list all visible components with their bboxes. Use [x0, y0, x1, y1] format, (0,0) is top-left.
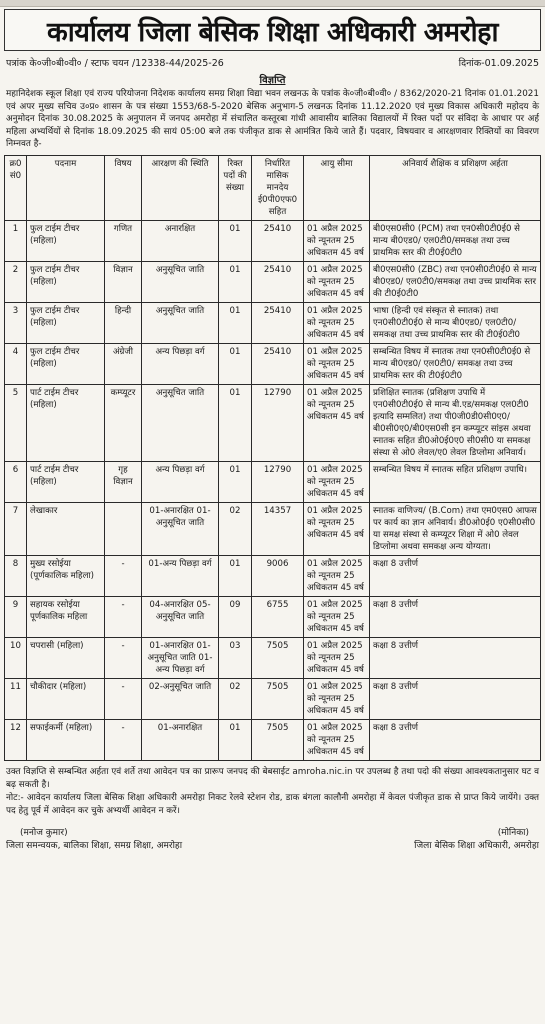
cell-qualification: भाषा (हिन्दी एवं संस्कृत से स्नातक) तथा एन0सी0टी0ई0 से मान्य बी0एड0/ एल0टी0/ समकक्ष तथा उच्च प्राथमिक स्तर की टी0ई0टी0 [370, 302, 541, 343]
cell-subject: - [105, 555, 142, 596]
table-row [5, 596, 541, 637]
cell-honorarium: 12790 [252, 384, 304, 461]
signatory-bsa-designation: जिला बेसिक शिक्षा अधिकारी, अमरोहा [414, 841, 539, 852]
cell-vacancy-count: 01 [219, 461, 252, 502]
table-row [5, 302, 541, 343]
cell-post: सफाईकर्मी (महिला) [27, 719, 105, 760]
signature-block [6, 827, 539, 853]
header-subject: विषय [105, 155, 142, 220]
cell-qualification: बी0एस0सी0 (ZBC) तथा एन0सी0टी0ई0 से मान्य बी0एड0/ एल0टी0/समकक्ष तथा उच्च प्राथमिक स्तर की टी0ई0टी0 [370, 261, 541, 302]
table-row [5, 261, 541, 302]
cell-serial: 9 [5, 596, 27, 637]
header-qualification: अनिवार्य शैक्षिक व प्रशिक्षण अर्हता [370, 155, 541, 220]
cell-serial: 3 [5, 302, 27, 343]
cell-honorarium: 7505 [252, 678, 304, 719]
cell-honorarium: 7505 [252, 637, 304, 678]
table-row [5, 343, 541, 384]
cell-age-limit: 01 अप्रैल 2025 को न्यूनतम 25 अधिकतम 45 वर्ष [304, 343, 370, 384]
header-vacancy-count: रिक्त पदों की संख्या [219, 155, 252, 220]
cell-age-limit: 01 अप्रैल 2025 को न्यूनतम 25 अधिकतम 45 वर्ष [304, 302, 370, 343]
cell-vacancy-count: 02 [219, 678, 252, 719]
cell-vacancy-count: 01 [219, 719, 252, 760]
header-honorarium: निर्धारित मासिक मानदेय ई0पी0एफ0 सहित [252, 155, 304, 220]
cell-age-limit: 01 अप्रैल 2025 को न्यूनतम 25 अधिकतम 45 वर्ष [304, 384, 370, 461]
table-row [5, 220, 541, 261]
cell-reservation: अनारक्षित [142, 220, 219, 261]
cell-age-limit: 01 अप्रैल 2025 को न्यूनतम 25 अधिकतम 45 वर्ष [304, 220, 370, 261]
cell-age-limit: 01 अप्रैल 2025 को न्यूनतम 25 अधिकतम 45 वर्ष [304, 637, 370, 678]
cell-vacancy-count: 01 [219, 555, 252, 596]
table-row [5, 555, 541, 596]
table-row [5, 384, 541, 461]
cell-subject: गृह विज्ञान [105, 461, 142, 502]
cell-qualification: सम्बन्धित विषय में स्नातक सहित प्रशिक्षण उपाधि। [370, 461, 541, 502]
signatory-bsa [414, 827, 539, 853]
cell-age-limit: 01 अप्रैल 2025 को न्यूनतम 25 अधिकतम 45 वर्ष [304, 261, 370, 302]
cell-post: चपरासी (महिला) [27, 637, 105, 678]
cell-honorarium: 14357 [252, 502, 304, 555]
cell-honorarium: 25410 [252, 261, 304, 302]
cell-reservation: 04-अनारक्षित 05-अनुसूचित जाति [142, 596, 219, 637]
cell-serial: 4 [5, 343, 27, 384]
cell-reservation: अन्य पिछड़ा वर्ग [142, 461, 219, 502]
cell-post: फुल टाईम टीचर (महिला) [27, 261, 105, 302]
cell-qualification: बी0एस0सी0 (PCM) तथा एन0सी0टी0ई0 से मान्य बी0एड0/ एल0टी0/समकक्ष तथा उच्च प्राथमिक स्तर की टी0ई0टी0 [370, 220, 541, 261]
cell-qualification: कक्षा 8 उत्तीर्ण [370, 678, 541, 719]
office-banner: कार्यालय जिला बेसिक शिक्षा अधिकारी अमरोहा [4, 9, 541, 51]
cell-reservation: अनुसूचित जाति [142, 384, 219, 461]
cell-age-limit: 01 अप्रैल 2025 को न्यूनतम 25 अधिकतम 45 वर्ष [304, 502, 370, 555]
cell-vacancy-count: 01 [219, 343, 252, 384]
reference-number: पत्रांक के०जी०बी०वी० / स्टाफ चयन /12338-44/2025-26 [6, 58, 224, 69]
cell-qualification: प्रशिक्षित स्नातक (प्रशिक्षण उपाधि में एन0सी0टी0ई0 से मान्य बी.एड/समकक्ष एल0टी0 इत्यादि सम्मलित) तथा पी0जी0डी0सी0ए0/बी0सी0ए0/बी0एस0सी इन कम्प्यूटर सांइस अथवा स्नातक सहित डी0ओ0ई0ए0 सी0सी0 या समकक्ष संस्था से ओ0 लेवल/ए0 लेवल डिप्लोमा अनिवार्य। [370, 384, 541, 461]
cell-reservation: अनुसूचित जाति [142, 261, 219, 302]
cell-honorarium: 25410 [252, 343, 304, 384]
cell-post: चौकीदार (महिला) [27, 678, 105, 719]
cell-serial: 6 [5, 461, 27, 502]
cell-serial: 5 [5, 384, 27, 461]
signatory-coordinator-designation: जिला समन्वयक, बालिका शिक्षा, समग्र शिक्षा, अमरोहा [6, 841, 183, 852]
cell-qualification: कक्षा 8 उत्तीर्ण [370, 719, 541, 760]
notice-date: दिनांक-01.09.2025 [458, 58, 539, 69]
signatory-coordinator-name: (मनोज कुमार) [20, 828, 68, 839]
cell-subject: कम्प्यूटर [105, 384, 142, 461]
cell-qualification: कक्षा 8 उत्तीर्ण [370, 555, 541, 596]
cell-qualification: स्नातक वाणिज्य/ (B.Com) तथा एम0एस0 आफस पर कार्य का ज्ञान अनिवार्य। डी0ओ0ई0 ए0सी0सी0 या समक्ष संस्था से कम्प्यूटर शिक्षा में ओ0 लेवल डिप्लोमा अथवा समकक्ष अन्य योग्यता। [370, 502, 541, 555]
cell-post: मुख्य रसोईया (पूर्णकालिक महिला) [27, 555, 105, 596]
cell-age-limit: 01 अप्रैल 2025 को न्यूनतम 25 अधिकतम 45 वर्ष [304, 555, 370, 596]
cell-serial: 7 [5, 502, 27, 555]
header-serial: क्र0 सं0 [5, 155, 27, 220]
table-row [5, 678, 541, 719]
cell-post: पार्ट टाईम टीचर (महिला) [27, 384, 105, 461]
cell-honorarium: 12790 [252, 461, 304, 502]
footer-paragraph-website: उक्त विज्ञप्ति से सम्बन्धित अर्हता एवं शर्ते तथा आवेदन पत्र का प्रारूप जनपद की बेबसाईट amroha.nic.in पर उपलब्ध है तथा पदो की संख्या आवश्यकतानुसार घट व बढ़ सकती है। [6, 766, 539, 790]
reference-line [6, 56, 539, 69]
cell-reservation: अनुसूचित जाति [142, 302, 219, 343]
cell-honorarium: 9006 [252, 555, 304, 596]
cell-qualification: कक्षा 8 उत्तीर्ण [370, 637, 541, 678]
cell-vacancy-count: 01 [219, 220, 252, 261]
cell-honorarium: 25410 [252, 220, 304, 261]
intro-paragraph: महानिदेशक स्कूल शिक्षा एवं राज्य परियोजना निदेशक कार्यालय समग्र शिक्षा विद्या भवन लखनऊ के पत्रांक के०जी०बी०वी० / 8362/2020-21 दिनांक 01.01.2021 एवं अपर मुख्य सचिव उ०प्र० शासन के पत्र संख्या 1553/68-5-2020 बेसिक अनुभाग-5 लखनऊ दिनांक 11.12.2020 एवं मुख्य विकास अधिकारी महोदय के अनुमोदन दिनांक 30.08.2025 के अनुपालन में जनपद अमरोहा में संचालित कस्तूरबा गांधी आवासीय बालिका विद्यालयों में रिक्त पदों पर संविदा के आधार पर अर्ह महिला अभ्यर्थियों से दिनांक 18.09.2025 की सायं 05:00 बजे तक पंजीकृत डाक से आमंत्रित किये जाते हैं। पदवार, विषयवार व आरक्षणवार रिक्तियों का विवरण निम्नवत है- [6, 89, 539, 150]
cell-qualification: कक्षा 8 उत्तीर्ण [370, 596, 541, 637]
cell-serial: 8 [5, 555, 27, 596]
cell-post: फुल टाईम टीचर (महिला) [27, 220, 105, 261]
table-row [5, 461, 541, 502]
table-header-row [5, 155, 541, 220]
cell-subject: - [105, 678, 142, 719]
cell-age-limit: 01 अप्रैल 2025 को न्यूनतम 25 अधिकतम 45 वर्ष [304, 461, 370, 502]
cell-vacancy-count: 01 [219, 261, 252, 302]
signatory-coordinator [6, 827, 182, 853]
table-row [5, 719, 541, 760]
cell-reservation: 01-अनारक्षित 01-अनुसूचित जाति [142, 502, 219, 555]
cell-age-limit: 01 अप्रैल 2025 को न्यूनतम 25 अधिकतम 45 वर्ष [304, 596, 370, 637]
cell-reservation: 02-अनुसूचित जाति [142, 678, 219, 719]
cell-vacancy-count: 01 [219, 302, 252, 343]
cell-vacancy-count: 01 [219, 384, 252, 461]
cell-honorarium: 6755 [252, 596, 304, 637]
footer-paragraph-note: नोट:- आवेदन कार्यालय जिला बेसिक शिक्षा अधिकारी अमरोहा निकट रेलवे स्टेशन रोड, डाक बंगला कालौनी अमरोहा में केवल पंजीकृत डाक से प्राप्त किये जायेंगे। उक्त पद हेतु पूर्व में आवेदन कर चुके अभ्यर्थी आवेदन न करें। [6, 793, 539, 816]
vacancy-table [4, 155, 541, 761]
cell-post: सहायक रसोईया पूर्णकालिक महिला [27, 596, 105, 637]
cell-post: फुल टाईम टीचर (महिला) [27, 343, 105, 384]
cell-post: लेखाकार [27, 502, 105, 555]
cell-serial: 1 [5, 220, 27, 261]
cell-subject [105, 502, 142, 555]
header-age-limit: आयु सीमा [304, 155, 370, 220]
cell-vacancy-count: 09 [219, 596, 252, 637]
cell-serial: 10 [5, 637, 27, 678]
cell-vacancy-count: 03 [219, 637, 252, 678]
signatory-bsa-name: (मोनिका) [497, 828, 529, 839]
cell-subject: अंग्रेजी [105, 343, 142, 384]
cell-subject: - [105, 596, 142, 637]
cell-honorarium: 7505 [252, 719, 304, 760]
cell-post: पार्ट टाईम टीचर (महिला) [27, 461, 105, 502]
cell-subject: गणित [105, 220, 142, 261]
cell-post: फुल टाईम टीचर (महिला) [27, 302, 105, 343]
cell-subject: हिन्दी [105, 302, 142, 343]
header-post: पदनाम [27, 155, 105, 220]
cell-age-limit: 01 अप्रैल 2025 को न्यूनतम 25 अधिकतम 45 वर्ष [304, 678, 370, 719]
cell-honorarium: 25410 [252, 302, 304, 343]
notice-title: विज्ञप्ति [259, 75, 286, 86]
cell-subject: - [105, 637, 142, 678]
cell-reservation: 01-अनारक्षित 01-अनुसूचित जाति 01-अन्य पिछड़ा वर्ग [142, 637, 219, 678]
cell-reservation: 01-अनारक्षित [142, 719, 219, 760]
cell-serial: 11 [5, 678, 27, 719]
cell-age-limit: 01 अप्रैल 2025 को न्यूनतम 25 अधिकतम 45 वर्ष [304, 719, 370, 760]
cell-serial: 12 [5, 719, 27, 760]
cell-vacancy-count: 02 [219, 502, 252, 555]
header-reservation: आरक्षण की स्थिति [142, 155, 219, 220]
cell-qualification: सम्बन्धित विषय में स्नातक तथा एन0सी0टी0ई0 से मान्य बी0एड0/ एल0टी0/ समकक्ष तथा उच्च प्राथमिक स्तर की टी0ई0टी0 [370, 343, 541, 384]
cell-serial: 2 [5, 261, 27, 302]
cell-reservation: अन्य पिछड़ा वर्ग [142, 343, 219, 384]
cell-reservation: 01-अन्य पिछड़ा वर्ग [142, 555, 219, 596]
table-row [5, 502, 541, 555]
top-strip [0, 0, 545, 7]
cell-subject: - [105, 719, 142, 760]
cell-subject: विज्ञान [105, 261, 142, 302]
table-row [5, 637, 541, 678]
